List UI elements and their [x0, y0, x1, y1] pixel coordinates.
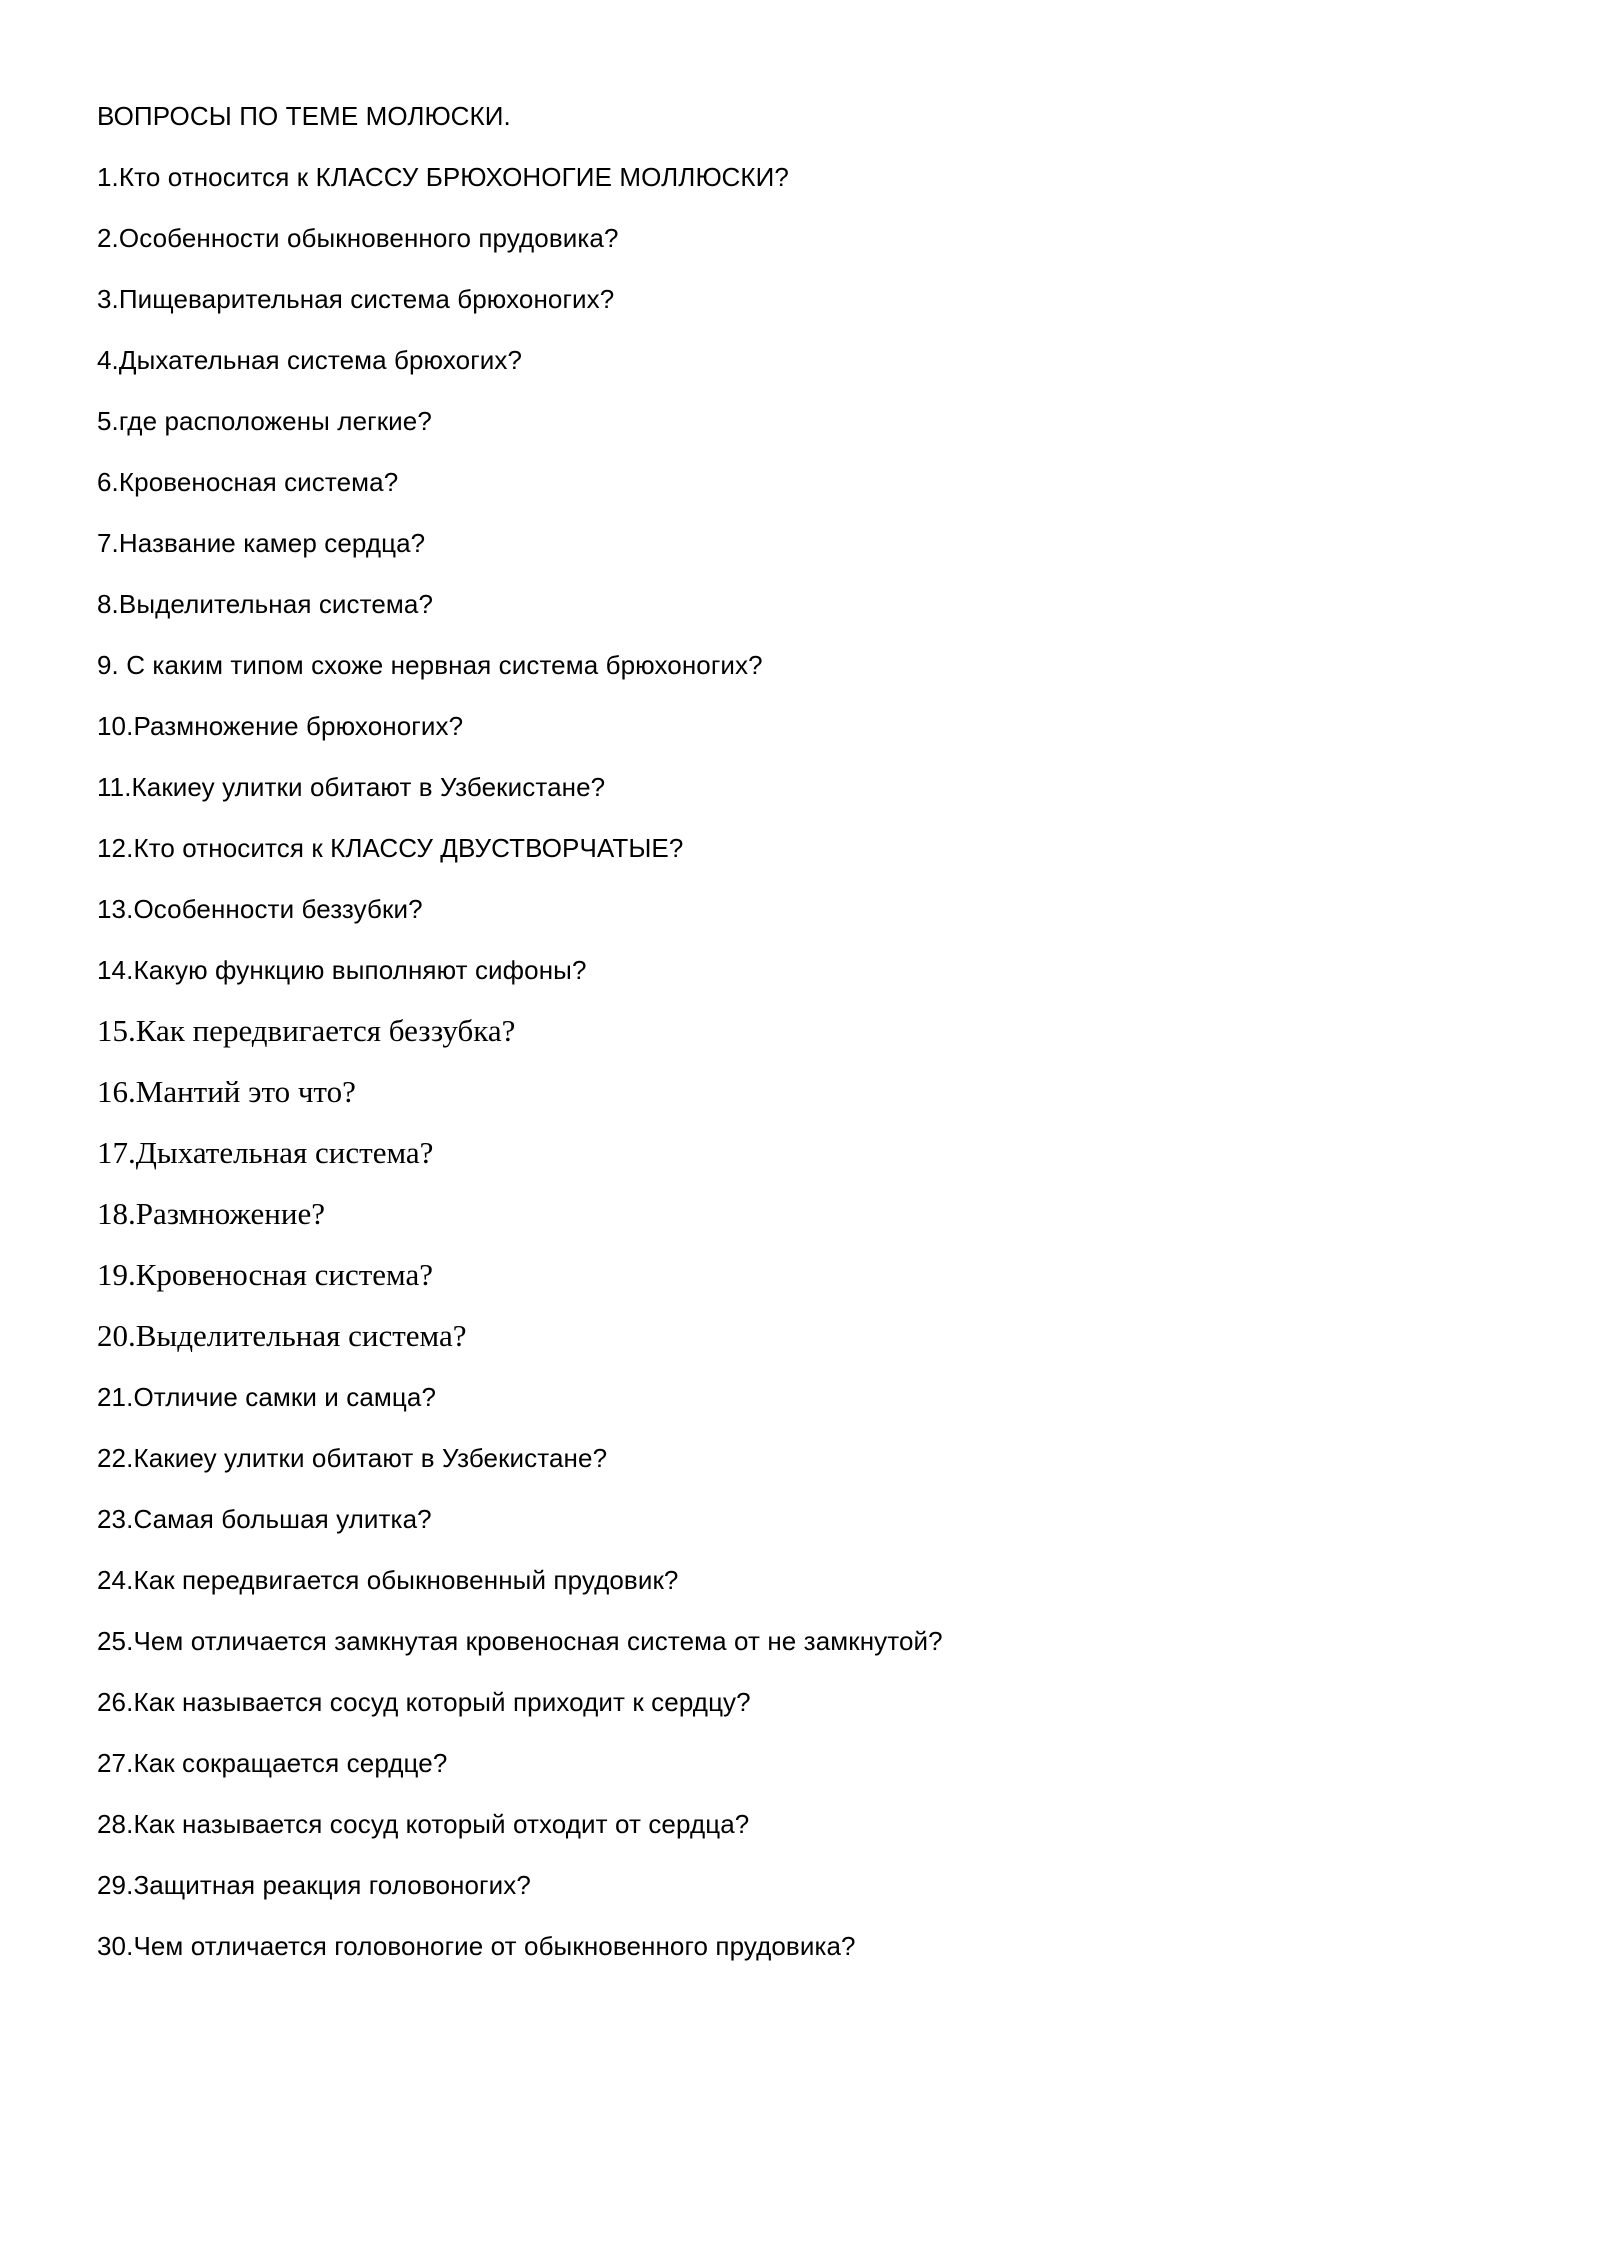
- question-15: 15.Как передвигается беззубка?: [97, 1013, 516, 1048]
- question-2: 2.Особенности обыкновенного прудовика?: [97, 223, 619, 253]
- question-7: 7.Название камер сердца?: [97, 528, 426, 558]
- question-13: 13.Особенности беззубки?: [97, 894, 423, 924]
- question-28: 28.Как называется сосуд который отходит от сердца?: [97, 1809, 750, 1839]
- question-27: 27.Как сокращается сердце?: [97, 1748, 448, 1778]
- question-24: 24.Как передвигается обыкновенный прудовик?: [97, 1565, 679, 1595]
- question-11: 11.Какиеу улитки обитают в Узбекистане?: [97, 772, 606, 802]
- question-18: 18.Размножение?: [97, 1196, 325, 1231]
- question-30: 30.Чем отличается головоногие от обыкновенного прудовика?: [97, 1931, 856, 1961]
- question-20: 20.Выделительная система?: [97, 1318, 467, 1353]
- question-8: 8.Выделительная система?: [97, 589, 434, 619]
- question-5: 5.где расположены легкие?: [97, 406, 432, 436]
- question-14: 14.Какую функцию выполняют сифоны?: [97, 955, 587, 985]
- question-9: 9. С каким типом схоже нервная система брюхоногих?: [97, 650, 763, 680]
- question-26: 26.Как называется сосуд который приходит к сердцу?: [97, 1687, 751, 1717]
- question-4: 4.Дыхательная система брюхогих?: [97, 345, 523, 375]
- question-23: 23.Самая большая улитка?: [97, 1504, 432, 1534]
- question-21: 21.Отличие самки и самца?: [97, 1382, 437, 1412]
- question-22: 22.Какиеу улитки обитают в Узбекистане?: [97, 1443, 608, 1473]
- question-29: 29.Защитная реакция головоногих?: [97, 1870, 531, 1900]
- question-10: 10.Размножение брюхоногих?: [97, 711, 464, 741]
- question-25: 25.Чем отличается замкнутая кровеносная система от не замкнутой?: [97, 1626, 943, 1656]
- question-16: 16.Мантий это что?: [97, 1074, 356, 1109]
- question-3: 3.Пищеварительная система брюхоногих?: [97, 284, 615, 314]
- question-19: 19.Кровеносная система?: [97, 1257, 433, 1292]
- question-12: 12.Кто относится к КЛАССУ ДВУСТВОРЧАТЫЕ?: [97, 833, 684, 863]
- question-1: 1.Кто относится к КЛАССУ БРЮХОНОГИЕ МОЛЛЮСКИ?: [97, 162, 789, 192]
- document-body: [97, 93, 1497, 1984]
- question-17: 17.Дыхательная система?: [97, 1135, 434, 1170]
- document-title: ВОПРОСЫ ПО ТЕМЕ МОЛЮСКИ.: [97, 101, 511, 131]
- question-6: 6.Кровеносная система?: [97, 467, 399, 497]
